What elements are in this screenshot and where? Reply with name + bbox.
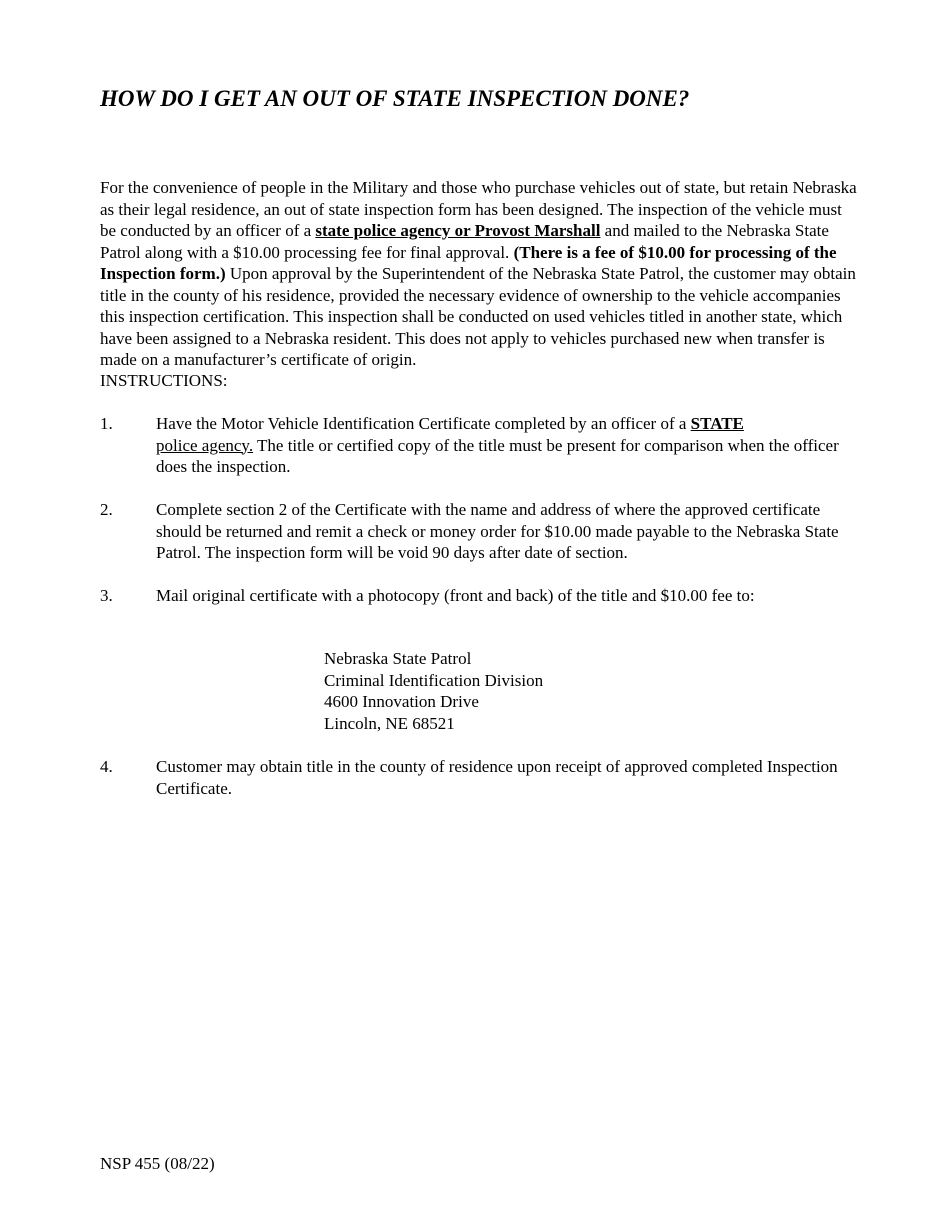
intro-text: Upon approval by the Superintendent of the Nebraska State Patrol, the customer may obtain title in the county of his residence, provided the necessary evidence of ownership to the vehicle accompanies this inspection certification. This inspection shall be conducted on used vehicles titled in another state, which have been assigned to a Nebraska resident. This does not apply to vehicles purchased new when transfer is made on a manufacturer’s certificate of origin. <box>100 264 856 369</box>
agency-emphasis: police agency. <box>156 435 254 455</box>
instruction-item-4 <box>100 756 860 799</box>
item-number: 4. <box>100 757 113 776</box>
item-text: Complete section 2 of the Certificate with the name and address of where the approved certificate should be returned and remit a check or money order for $10.00 made payable to the Nebraska State Patrol. The inspection form will be void 90 days after date of section. <box>156 500 839 562</box>
item-number: 1. <box>100 414 113 433</box>
state-emphasis: STATE <box>690 414 744 433</box>
item-text <box>156 413 860 478</box>
address-line: Criminal Identification Division <box>324 670 544 690</box>
instruction-item-3 <box>100 585 860 607</box>
item-number: 2. <box>100 500 113 519</box>
instruction-item-1 <box>100 413 860 478</box>
instructions-heading: INSTRUCTIONS: <box>100 371 228 390</box>
address-line: 4600 Innovation Drive <box>324 692 479 711</box>
intro-text: For the convenience of people in the Military and those who purchase vehicles out of state, but retain Nebraska as their legal residence, an out of state inspection form has been designed. The inspection of the vehicle must be conducted by an officer of a <box>100 178 857 240</box>
item-number: 3. <box>100 586 113 605</box>
address-line: Lincoln, NE 68521 <box>324 713 455 733</box>
agency-emphasis: state police agency or Provost Marshall <box>315 221 601 240</box>
intro-text: and mailed to the Nebraska State Patrol along with a $10.00 processing fee for final approval. <box>100 221 829 262</box>
item-text-part: Have the Motor Vehicle Identification Certificate completed by an officer of a <box>156 414 691 433</box>
item-text: Mail original certificate with a photocopy (front and back) of the title and $10.00 fee to: <box>156 586 755 605</box>
address-line: Nebraska State Patrol <box>324 649 472 668</box>
fee-note: (There is a fee of $10.00 for processing of the Inspection form.) <box>100 242 837 283</box>
mailing-address <box>324 648 543 734</box>
instruction-item-2 <box>100 499 860 564</box>
item-text-part: The title or certified copy of the title must be present for comparison when the officer does the inspection. <box>156 435 839 476</box>
item-text: Customer may obtain title in the county of residence upon receipt of approved completed Inspection Certificate. <box>156 757 838 798</box>
page-title: HOW DO I GET AN OUT OF STATE INSPECTION DONE? <box>100 86 690 111</box>
form-number: NSP 455 (08/22) <box>100 1154 215 1173</box>
intro-paragraph <box>100 177 860 371</box>
